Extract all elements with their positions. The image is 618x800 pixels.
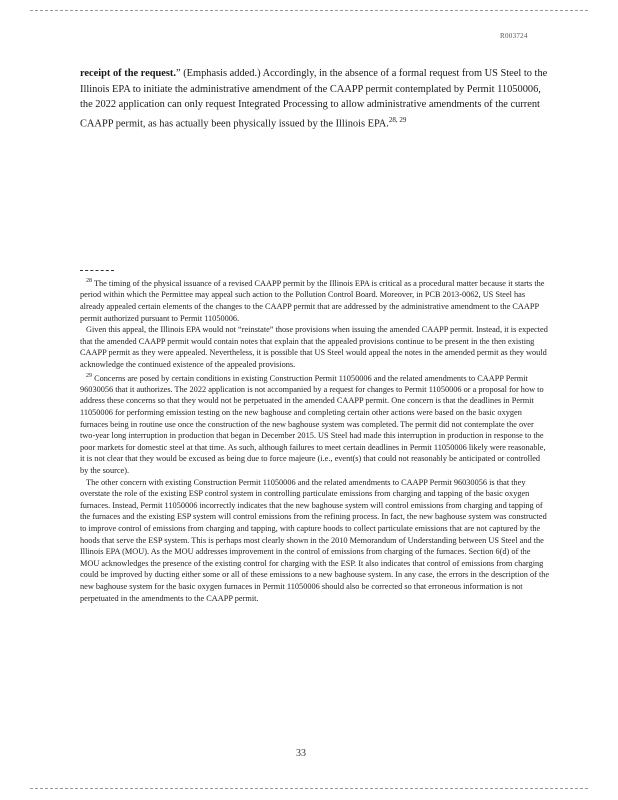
body-paragraph-emphasis: receipt of the request.	[80, 68, 176, 79]
footnote-number: 28	[86, 278, 92, 284]
page-top-edge	[30, 10, 588, 11]
footnote-text: Given this appeal, the Illinois EPA would not “reinstate” those provisions when issuing the amended CAAPP permit. Instead, it is expected that the amended CAAPP permit would contain notes that explain that the appealed provisions continue to be present in the then existing CAAPP permit as they were appealed. Nevertheless, it is possible that US Steel would appeal the notes in the amended permit as they would acknowledge the continued existence of the appealed provisions.	[80, 325, 548, 369]
bates-number: R003724	[500, 32, 528, 40]
body-paragraph	[80, 66, 550, 131]
footnote-separator	[80, 270, 114, 271]
footnote-text: The other concern with existing Construction Permit 11050006 and the related amendments to CAAPP Permit 96030056 is that they overstate the role of the existing ESP control system in controlling particulate emissions from charging and tapping of the basic oxygen furnaces. Instead, Permit 11050006 incorrectly indicates that the new baghouse system will control emissions from charging and tapping of the furnaces and the existing ESP system will control emissions from the refining process. In fact, the new baghouse system was constructed to improve control of emissions from charging and tapping, with capture hoods to collect particulate emissions that are not captured by the hoods that serve the ESP system. This is perhaps most clearly shown in the 2010 Memorandum of Understanding between US Steel and the Illinois EPA (MOU). As the MOU addresses improvement in the control of emissions from charging of the furnaces. Section 6(d) of the MOU acknowledges the presence of the existing control for charging with the ESP. It also indicates that control of emissions from charging could be improved by ducting either some or all of these emissions to a new baghouse system. In any case, the errors in the description of the new baghouse system for the basic oxygen furnaces in Permit 11050006 should also be corrected so that erroneous information is not perpetuated in the amendments to the CAAPP permit.	[80, 477, 550, 603]
body-paragraph-text: ” (Emphasis added.) Accordingly, in the absence of a formal request from US Steel to the Illinois EPA to initiate the administrative amendment of the CAAPP permit contemplated by Permit 11050006, the 2022 application can only request Integrated Processing to allow administrative amendments of the current CAAPP permit, as has actually been physically issued by the Illinois EPA.	[80, 68, 548, 129]
footnote-28	[80, 276, 550, 324]
page-bottom-edge	[30, 788, 588, 789]
footnotes-section	[80, 276, 550, 604]
footnote-29-continued	[80, 477, 550, 605]
footnote-references: 28, 29	[388, 115, 407, 124]
footnote-29	[80, 371, 550, 477]
footnote-text: Concerns are posed by certain conditions in existing Construction Permit 11050006 and the related amendments to CAAPP Permit 96030056 that it authorizes. The 2022 application is not accompanied by a request for changes to Permit 11050006 or a proposal for how to address these concerns so that they would not be perpetuated in the amended CAAPP permit. One concern is that the deadlines in Permit 11050006 for performing emission testing on the new baghouse and completing certain other actions were based on the basic oxygen furnaces being in routine use once the construction of the new baghouse system was completed. The permit did not contemplate the over two-year long interruption in production that began in December 2015. US Steel had made this interruption in production in response to the poor markets for domestic steel at that time. As such, although failures to meet certain deadlines in Permit 11050006 likely were reasonable, it is not clear that they would be excused as being due to force majeure (i.e., event(s) that could not reasonably be anticipated or controlled by the source).	[80, 373, 546, 476]
footnote-28-continued	[80, 324, 550, 370]
footnote-text: The timing of the physical issuance of a revised CAAPP permit by the Illinois EPA is critical as a procedural matter because it starts the period within which the Permittee may appeal such action to the Pollution Control Board. Moreover, in PCB 2013-0062, US Steel has already appealed certain elements of the changes to the CAAPP permit that are addressed by the administrative amendment to the CAAPP permit authorized pursuant to Permit 11050006.	[80, 278, 545, 323]
page-number: 33	[296, 748, 306, 759]
footnote-number: 29	[86, 372, 92, 379]
